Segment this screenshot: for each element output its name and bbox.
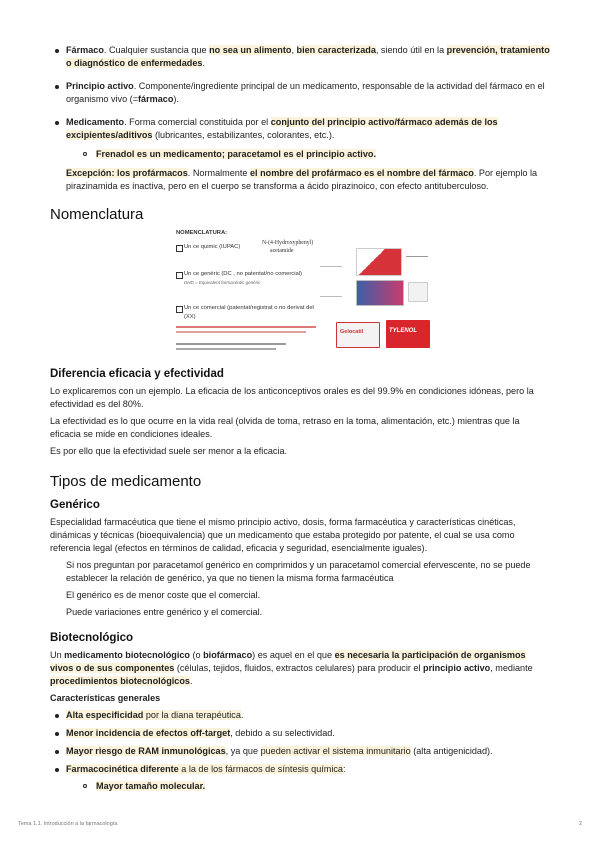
tipos-heading: Tipos de medicamento xyxy=(50,473,202,490)
t-bold: principio activo xyxy=(423,663,491,673)
bullet-text-part: . Componente/ingrediente principal de un medicamento, responsable de la actividad del fármaco en el organismo vivo (= xyxy=(66,81,545,104)
nom-item1: Un ce quimic (IUPAC) xyxy=(184,244,241,250)
bullet-text-part: , xyxy=(291,45,297,55)
t: : xyxy=(343,764,346,774)
product-box-tylenol xyxy=(386,320,430,348)
document-body-lower xyxy=(50,368,550,793)
t: (o xyxy=(189,650,204,660)
bullet-principio-activo xyxy=(50,80,550,106)
t-bold-hl: es necesaria la participación de organismos vivos o de sus componentes xyxy=(50,650,526,673)
bullet-text-part: Fármaco xyxy=(66,45,104,55)
car-item-4 xyxy=(50,763,550,793)
t: ) es aquel en el que xyxy=(252,650,335,660)
bullet-text-part: Principio activo xyxy=(66,81,134,91)
t-bold-hl: Farmacocinética diferente xyxy=(66,764,179,774)
nom-header: NOMENCLATURA: xyxy=(176,230,228,236)
biotec-heading: Biotecnológico xyxy=(50,632,134,644)
t: , mediante xyxy=(490,663,533,673)
t: . xyxy=(189,676,193,686)
generico-heading: Genérico xyxy=(50,499,100,511)
generico-i2: El genérico es de menor coste que el comercial. xyxy=(66,590,261,600)
nomenclatura-heading: Nomenclatura xyxy=(50,206,144,223)
document-body xyxy=(50,44,550,223)
brand-tylenol: TYLENOL xyxy=(389,328,417,334)
brand-gelocatil: Gelocatil xyxy=(340,329,364,335)
footer-page-number: 2 xyxy=(578,821,582,827)
t-bold-hl: Menor incidencia de efectos off-target xyxy=(66,728,231,738)
check-icon xyxy=(176,306,183,313)
nom-item2: Un ce genèric (DC , no patentat/no comercial) xyxy=(184,271,302,277)
arrow-line xyxy=(320,266,342,267)
nom-item2-note: DHD = Equivalent farmacéutic genèric xyxy=(184,280,261,285)
car-item-3 xyxy=(50,745,550,758)
bullet-text-part: no sea un alimento xyxy=(209,45,292,55)
exception-bold: el nombre del profármaco es el nombre del fármaco xyxy=(249,168,474,178)
nom-item3: Un ce comercial (patentat/registrat o no derivat del xyxy=(184,305,314,311)
frenadol-text: Frenadol es un medicamento; paracetamol es el principio activo. xyxy=(96,149,376,159)
t: Un xyxy=(50,650,65,660)
exception-text2: . Por ejemplo la pirazinamida es inactiva, pero en el cuerpo se transforma a ácido pirazinoico, con efecto antituberculoso. xyxy=(66,168,538,191)
t-hl: a la de los fármacos de síntesis química xyxy=(178,764,343,774)
t: (células, tejidos, fluidos, extractos celulares) para producir el xyxy=(174,663,424,673)
nom-item3b: (XX) xyxy=(184,314,196,320)
exception-text1: . Normalmente xyxy=(187,168,250,178)
t-bold-hl: Mayor tamaño molecular. xyxy=(96,781,206,791)
exception-label: Excepción: los profármacos xyxy=(66,168,188,178)
t: . xyxy=(240,710,244,720)
t-bold-hl: Mayor riesgo de RAM inmunológicas xyxy=(66,746,226,756)
product-box-white xyxy=(408,282,428,302)
bullet-text-part: ). xyxy=(173,94,179,104)
generico-p1: Especialidad farmacéutica que tiene el mismo principio activo, dosis, forma farmacéutica y características cinéticas, dinámicas y técnicas (bioequivalencia) que un medicamento que estaba protegido por patente, el cual se usa como referencia legal (efectos en términos de calidad, eficacia y seguridad, esencialmente iguales). xyxy=(50,517,516,553)
nom-formula: N-(4-Hydroxyphenyl) xyxy=(262,240,314,246)
check-icon xyxy=(176,245,183,252)
eficacia-p2: La efectividad es lo que ocurre en la vida real (olvida de toma, retraso en la toma, alimentación, etc.) mientras que la eficacia se mide en condiciones ideales. xyxy=(50,416,520,439)
exception-paragraph xyxy=(50,167,550,193)
bullet-text-part: (lubricantes, estabilizantes, colorantes, etc.). xyxy=(152,130,335,140)
red-note-line xyxy=(176,326,316,328)
caracteristicas-heading: Características generales xyxy=(50,693,161,703)
t: , debido a su selectividad. xyxy=(230,728,335,738)
bullet-farmaco xyxy=(50,44,550,70)
red-note-line xyxy=(176,331,306,333)
product-box-red xyxy=(356,248,402,276)
product-box-gelocatil xyxy=(336,322,380,348)
t-bold-hl: Alta especificidad xyxy=(66,710,144,720)
caracteristicas-list xyxy=(50,709,550,793)
generico-i1: Si nos preguntan por paracetamol genérico en comprimidos y un paracetamol comercial efervescente, no se puede establecer la relación de genérico, ya que no tienen la misma forma farmacéutica xyxy=(66,560,531,583)
t-bold: biofármaco xyxy=(203,650,253,660)
t-hl: pueden activar el sistema inmunitario xyxy=(260,746,411,756)
t-bold: medicamento biotecnológico xyxy=(64,650,190,660)
arrow-line xyxy=(320,296,342,297)
definitions-list xyxy=(50,44,550,161)
eficacia-heading: Diferencia eficacia y efectividad xyxy=(50,368,224,380)
biotec-paragraph xyxy=(50,649,550,688)
t: (alta antigenicidad). xyxy=(410,746,493,756)
t-hl: por la diana terapéutica xyxy=(143,710,241,720)
bullet-text-part: . Cualquier sustancia que xyxy=(103,45,210,55)
bullet-text-part: fármaco xyxy=(138,94,174,104)
nomenclature-image xyxy=(170,228,432,356)
bullet-text-part: . Forma comercial constituida por el xyxy=(124,117,271,127)
bullet-text-part: . xyxy=(202,58,205,68)
arrow-line xyxy=(406,256,428,257)
bullet-text-part: bien caracterizada xyxy=(296,45,376,55)
bullet-text-part: , siendo útil en la xyxy=(375,45,447,55)
product-box-blue xyxy=(356,280,404,306)
car-sub-item xyxy=(66,780,550,793)
bullet-medicamento xyxy=(50,116,550,161)
bullet-text-part: conjunto del principio activo/fármaco además de los excipientes/aditivos xyxy=(66,117,498,140)
grey-note-line xyxy=(176,343,286,345)
t-bold-hl: procedimientos biotecnológicos xyxy=(50,676,190,686)
bullet-text-part: Medicamento xyxy=(66,117,125,127)
t: , ya que xyxy=(225,746,261,756)
bullet-text-part: prevención, tratamiento o diagnóstico de enfermedades xyxy=(66,45,550,68)
sub-bullet-frenadol xyxy=(66,148,550,161)
eficacia-p3: Es por ello que la efectividad suele ser menor a la eficacia. xyxy=(50,446,288,456)
car-item-1 xyxy=(50,709,550,722)
grey-note-line xyxy=(176,348,276,350)
generico-i3: Puede variaciones entre genérico y el comercial. xyxy=(66,607,263,617)
eficacia-p1: Lo explicaremos con un ejemplo. La eficacia de los anticonceptivos orales es del 99.9% en condiciones idóneas, pero la efectividad es del 80%. xyxy=(50,386,534,409)
car-item-2 xyxy=(50,727,550,740)
check-icon xyxy=(176,272,183,279)
footer-left: Tema 1.1. Introducción a la farmacología xyxy=(18,821,118,827)
nom-formula2: acetamide xyxy=(270,248,294,254)
